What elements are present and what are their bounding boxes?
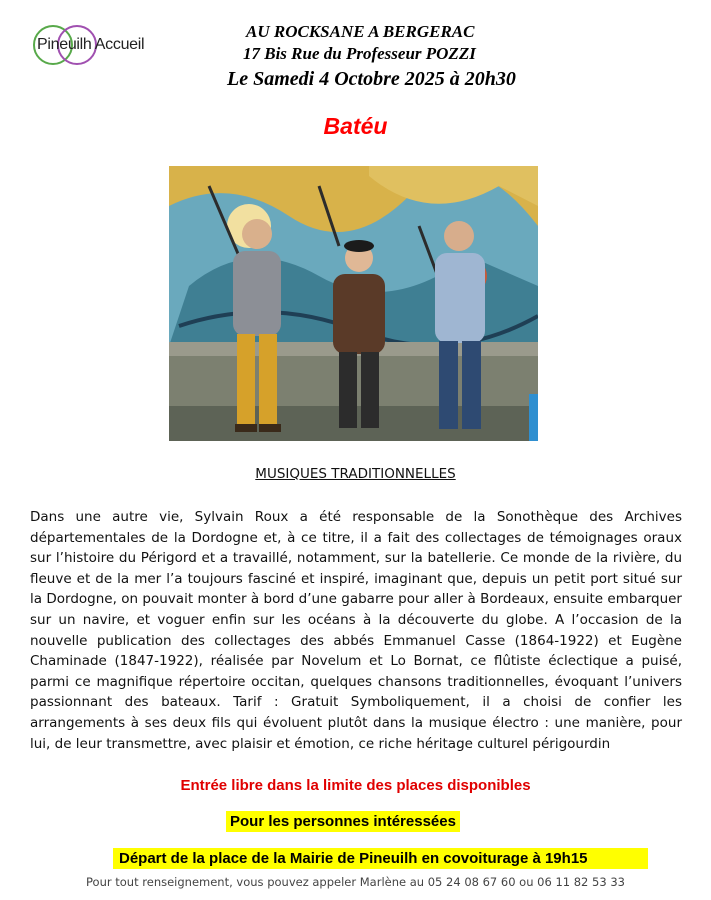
section-heading: MUSIQUES TRADITIONNELLES — [255, 466, 456, 482]
event-title: Batéu — [323, 113, 388, 139]
carpool-departure-notice: Départ de la place de la Mairie de Pineuilh en covoiturage à 19h15 — [113, 848, 648, 869]
address-line: 17 Bis Rue du Professeur POZZI — [243, 44, 476, 63]
date-line: Le Samedi 4 Octobre 2025 à 20h30 — [227, 68, 516, 90]
band-photo — [169, 166, 538, 441]
logo-text: Pineuilh Accueil — [37, 36, 145, 53]
pineuilh-accueil-logo — [31, 24, 171, 70]
band-photo-icon — [169, 166, 538, 441]
interested-notice: Pour les personnes intéressées — [226, 811, 460, 832]
free-entry-notice: Entrée libre dans la limite des places disponibles — [180, 777, 531, 794]
event-description: Dans une autre vie, Sylvain Roux a été responsable de la Sonothèque des Archives départementales de la Dordogne et, à ce titre, il a fait des collectages de témoignages oraux sur l’histoire du Périgord et a travaillé, notamment, sur la batellerie. Ce monde de la rivière, du fleuve et de la mer l’a toujours fasciné et inspiré, imaginant que, depuis un petit port situé sur la Dordogne, on pouvait monter à bord d’une gabarre pour aller à Bordeaux, ensuite embarquer sur un navire, et voguer enfin sur les océans à la découverte du globe. A l’occasion de la nouvelle publication des collectages des abbés Emmanuel Casse (1864-1922) et Eugène Chaminade (1847-1922), réalisée par Novelum et Lo Bornat, ce flûtiste éclectique a puisé, parmi ce magnifique répertoire occitan, quelques chansons traditionnelles, évoquant l’univers passionnant des bateaux. Tarif : Gratuit Symboliquement, il a choisi de confier les arrangements à ses deux fils qui évoluent plutôt dans la musique électro : une manière, pour lui, de leur transmettre, avec plaisir et émotion, ce riche héritage culturel périgourdin — [30, 509, 682, 752]
venue-line: AU ROCKSANE A BERGERAC — [246, 22, 475, 41]
contact-info: Pour tout renseignement, vous pouvez appeler Marlène au 05 24 08 67 60 ou 06 11 82 53 33 — [86, 875, 625, 889]
